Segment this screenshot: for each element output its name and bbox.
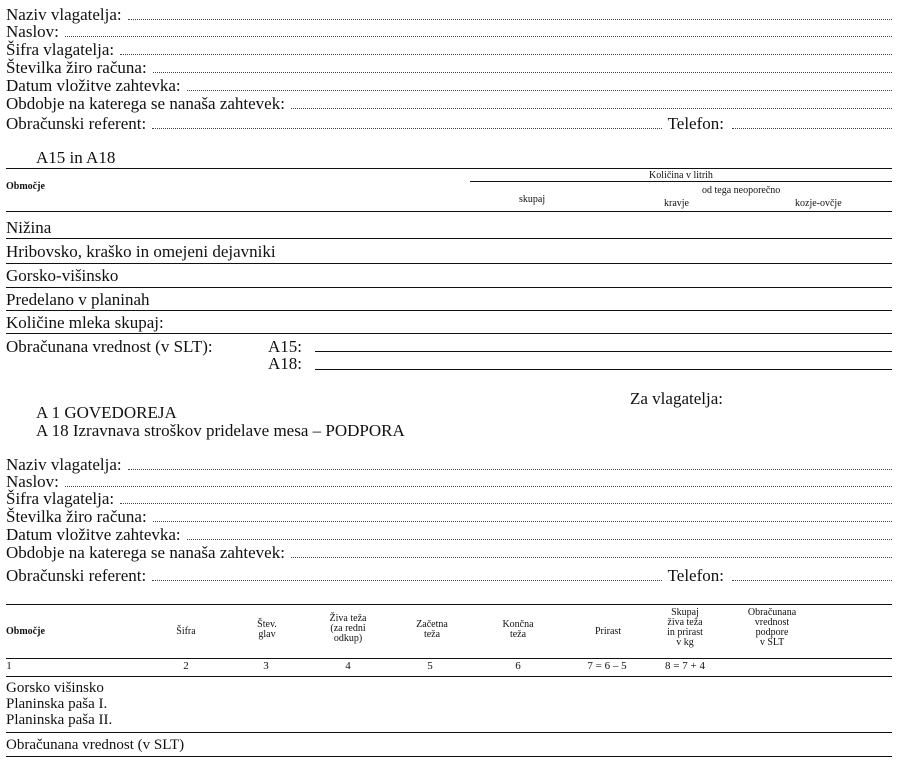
field-label: Obdobje na katerega se nanaša zahtevek: (6, 543, 285, 562)
table1-top-rule (6, 168, 892, 169)
form1-field-sifra[interactable] (6, 39, 892, 58)
dotted-entry-line[interactable] (152, 579, 661, 581)
table2-footer-label: Obračunana vrednost (v SLT) (6, 737, 185, 753)
header-line: Štev. (257, 619, 277, 630)
field-label: Naziv vlagatelja: (6, 455, 122, 474)
table2-colnum: 6 (515, 660, 521, 672)
table1-row-rule (6, 238, 892, 239)
table1-header-odtega: od tega neoporečno (702, 185, 781, 196)
header-line: teža (423, 629, 441, 640)
form2-field-sifra[interactable] (6, 488, 892, 507)
table1-row-label: Količine mleka skupaj: (6, 313, 164, 332)
telefon-dotted-line[interactable] (732, 127, 892, 129)
field-label: Datum vložitve zahtevka: (6, 525, 181, 544)
dotted-entry-line[interactable] (120, 502, 892, 504)
table2-header-sifra (166, 627, 206, 637)
header-line: Šifra (176, 626, 196, 637)
table1-row-rule (6, 263, 892, 264)
field-label: Naslov: (6, 22, 59, 41)
dotted-entry-line[interactable] (291, 107, 892, 109)
field-label: Datum vložitve zahtevka: (6, 76, 181, 95)
table1-header-skupaj: skupaj (519, 194, 546, 205)
table2-colnum: 3 (263, 660, 269, 672)
table2-header-zacetna (404, 620, 460, 640)
table2-header-vrednost (734, 608, 810, 648)
table2-row-label: Planinska paša II. (6, 712, 113, 728)
form1-field-naslov[interactable] (6, 21, 892, 40)
table1-header-kozje: kozje-ovčje (795, 198, 842, 209)
dotted-entry-line[interactable] (152, 127, 661, 129)
dotted-entry-line[interactable] (65, 485, 892, 487)
telefon-dotted-line[interactable] (732, 579, 892, 581)
dotted-entry-line[interactable] (128, 468, 892, 470)
header-line: Območje (6, 626, 45, 637)
dotted-entry-line[interactable] (291, 556, 892, 558)
field-label: Šifra vlagatelja: (6, 40, 115, 59)
table1-header-obmocje: Območje (6, 181, 45, 192)
table2-row-label: Planinska paša I. (6, 696, 108, 712)
header-line: Prirast (594, 626, 622, 637)
table1-header-rule (6, 211, 892, 212)
form2-field-obdobje[interactable] (6, 542, 892, 561)
field-label: Naslov: (6, 472, 59, 491)
table1-row-rule (6, 310, 892, 311)
table2-bottom-rule (6, 756, 892, 757)
dotted-entry-line[interactable] (65, 35, 892, 37)
table1-row-rule (6, 333, 892, 334)
table2-header-rule (6, 658, 892, 659)
table2-header-obmocje (6, 627, 45, 637)
form1-field-obdobje[interactable] (6, 93, 892, 112)
header-line: podpore (755, 627, 789, 638)
table1-vrednost-label: Obračunana vrednost (v SLT): (6, 337, 213, 356)
a18-entry-line[interactable] (315, 369, 892, 370)
form2-field-referent[interactable] (6, 565, 892, 584)
a15-label: A15: (268, 337, 302, 356)
header-line: Končna (502, 619, 534, 630)
telefon-label: Telefon: (667, 566, 724, 585)
header-line: v SLT (759, 637, 785, 648)
section2-title1: A 1 GOVEDOREJA (36, 403, 177, 422)
field-label: Obračunski referent: (6, 114, 147, 133)
table2-colnum: 7 = 6 – 5 (587, 660, 627, 672)
table2-row-label: Gorsko višinsko (6, 680, 104, 696)
table2-number-rule (6, 676, 892, 677)
header-line: glav (258, 629, 276, 640)
header-line: Začetna (416, 619, 448, 630)
dotted-entry-line[interactable] (187, 538, 892, 540)
dotted-entry-line[interactable] (187, 89, 892, 91)
table2-header-skupaj (654, 608, 716, 648)
table2-header-stev (244, 620, 290, 640)
table1-row-rule (6, 287, 892, 288)
table1-row-label: Predelano v planinah (6, 290, 150, 309)
dotted-entry-line[interactable] (153, 520, 892, 522)
header-line: in prirast (667, 627, 703, 638)
form2-field-datum[interactable] (6, 524, 892, 543)
dotted-entry-line[interactable] (120, 53, 892, 55)
header-line: vrednost (754, 617, 790, 628)
header-line: Skupaj (671, 607, 699, 618)
table2-colnum: 1 (6, 660, 12, 672)
table2-colnum: 8 = 7 + 4 (665, 660, 705, 672)
field-label: Obdobje na katerega se nanaša zahtevek: (6, 94, 285, 113)
za-vlagatelja: Za vlagatelja: (630, 389, 723, 408)
table2-rows-rule (6, 732, 892, 733)
table1-header-subrule (470, 181, 892, 182)
field-label: Šifra vlagatelja: (6, 489, 115, 508)
field-label: Številka žiro računa: (6, 507, 147, 526)
table2-colnum: 2 (183, 660, 189, 672)
header-line: živa teža (667, 617, 703, 628)
section1-heading: A15 in A18 (36, 148, 116, 167)
table2-colnum: 4 (345, 660, 351, 672)
field-label: Obračunski referent: (6, 566, 147, 585)
table2-top-rule (6, 604, 892, 605)
header-line: teža (509, 629, 527, 640)
header-line: Živa teža (329, 613, 367, 624)
table1-row-label: Gorsko-višinsko (6, 266, 119, 285)
dotted-entry-line[interactable] (153, 71, 892, 73)
section2-title2: A 18 Izravnava stroškov pridelave mesa – PODPORA (36, 421, 405, 440)
table1-header-kravje: kravje (664, 198, 689, 209)
form1-field-referent[interactable] (6, 113, 892, 132)
field-label: Številka žiro računa: (6, 58, 147, 77)
header-line: Obračunana (747, 607, 797, 618)
form2-field-ziro[interactable] (6, 506, 892, 525)
header-line: odkup) (333, 633, 363, 644)
table2-header-ziva (318, 614, 378, 644)
form1-field-ziro[interactable] (6, 57, 892, 76)
table1-row-label: Nižina (6, 218, 52, 237)
dotted-entry-line[interactable] (128, 18, 892, 20)
table1-row-label: Hribovsko, kraško in omejeni dejavniki (6, 242, 276, 261)
form1-field-datum[interactable] (6, 75, 892, 94)
table2-colnum: 5 (427, 660, 433, 672)
header-line: v kg (676, 637, 694, 648)
header-line: (za redni (330, 623, 366, 634)
field-label: Naziv vlagatelja: (6, 5, 122, 24)
table1-header-kolicina: Količina v litrih (649, 170, 713, 181)
a15-entry-line[interactable] (315, 351, 892, 352)
table2-header-prirast (580, 627, 636, 637)
telefon-label: Telefon: (667, 114, 724, 133)
table2-header-koncna (492, 620, 544, 640)
a18-label: A18: (268, 354, 302, 373)
